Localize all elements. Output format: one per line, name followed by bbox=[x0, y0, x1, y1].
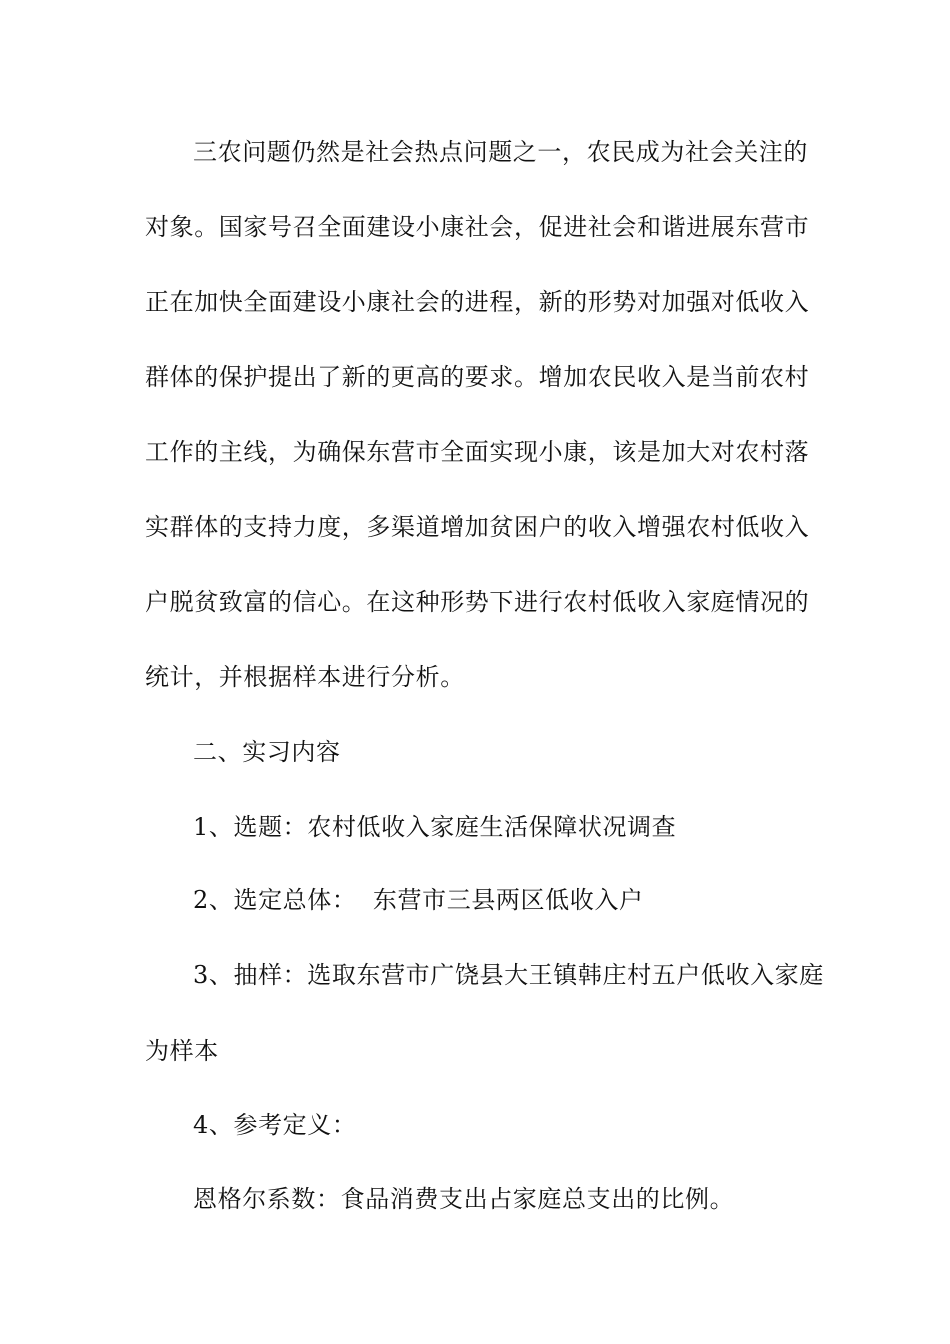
definition-text: 恩格尔系数：食品消费支出占家庭总支出的比例。 bbox=[193, 1185, 735, 1213]
list-item: 2、选定总体： 东营市三县两区低收入户 bbox=[193, 886, 644, 914]
paragraph-line: 三农问题仍然是社会热点问题之一，农民成为社会关注的 bbox=[193, 138, 808, 166]
paragraph-line: 群体的保护提出了新的更高的要求。增加农民收入是当前农村 bbox=[145, 363, 810, 391]
paragraph-line: 工作的主线，为确保东营市全面实现小康，该是加大对农村落 bbox=[145, 438, 810, 466]
list-item: 3、抽样：选取东营市广饶县大王镇韩庄村五户低收入家庭 bbox=[193, 961, 824, 989]
list-item: 1、选题：农村低收入家庭生活保障状况调查 bbox=[193, 813, 677, 841]
paragraph-line: 户脱贫致富的信心。在这种形势下进行农村低收入家庭情况的 bbox=[145, 588, 810, 616]
paragraph-line: 统计，并根据样本进行分析。 bbox=[145, 663, 465, 691]
paragraph-line: 对象。国家号召全面建设小康社会，促进社会和谐进展东营市 bbox=[145, 213, 810, 241]
paragraph-line: 实群体的支持力度，多渠道增加贫困户的收入增强农村低收入 bbox=[145, 513, 810, 541]
list-item: 4、参考定义： bbox=[193, 1111, 357, 1139]
paragraph-line: 正在加快全面建设小康社会的进程，新的形势对加强对低收入 bbox=[145, 288, 810, 316]
list-item-continuation: 为样本 bbox=[145, 1037, 219, 1065]
section-heading: 二、实习内容 bbox=[193, 738, 341, 766]
